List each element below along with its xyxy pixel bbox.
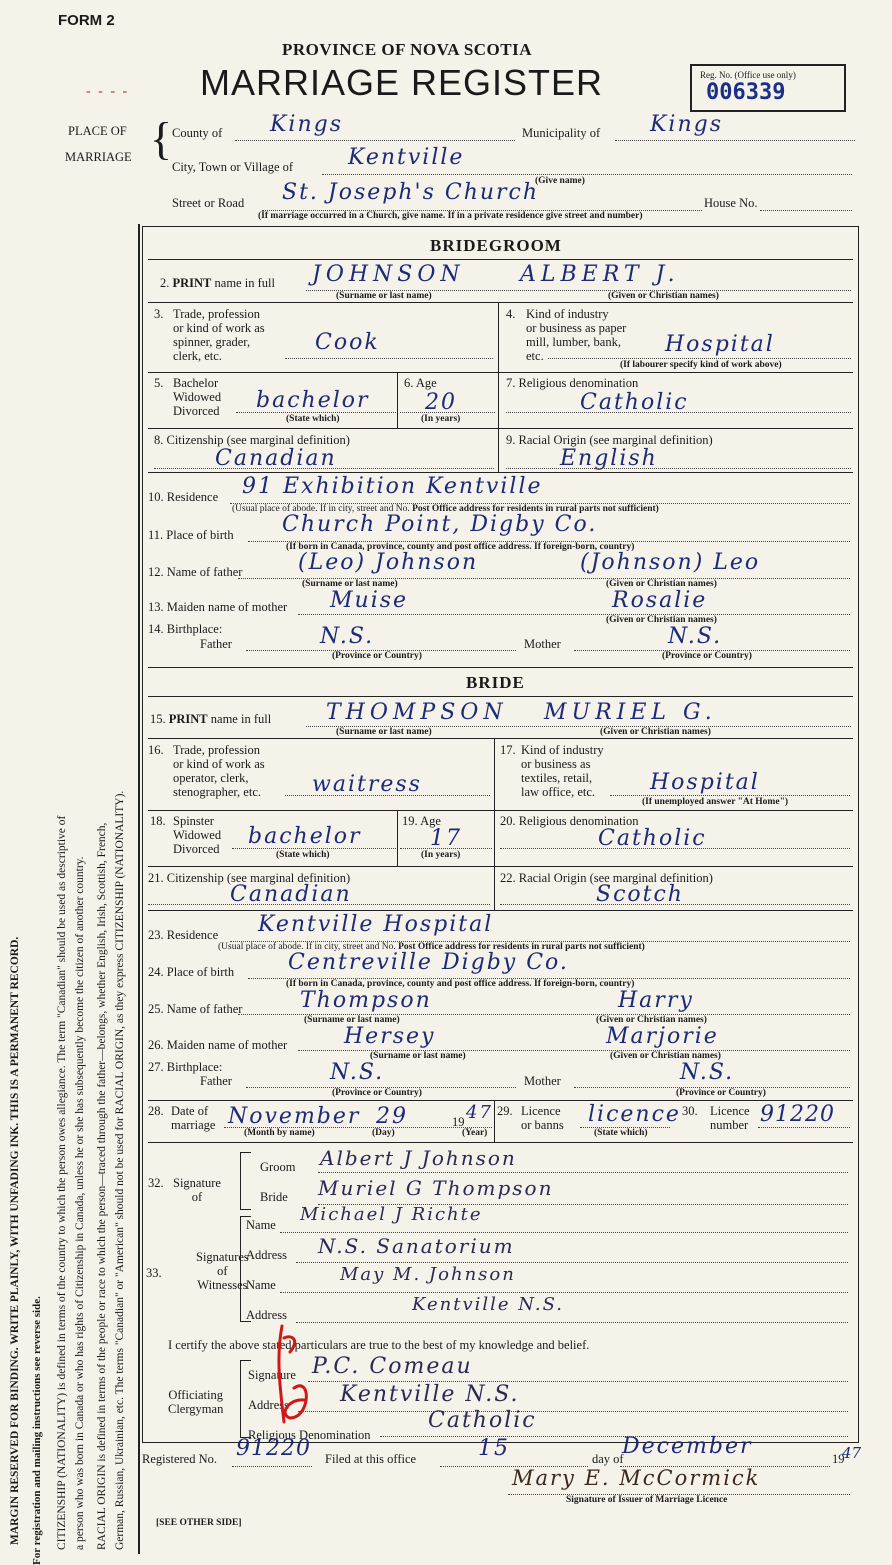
rule <box>400 848 492 849</box>
rule <box>494 738 495 810</box>
bride-header: BRIDE <box>466 673 525 692</box>
bride-mother-surname: Hersey <box>344 1024 436 1049</box>
rule <box>548 358 851 359</box>
bride-age-sub: (In years) <box>421 850 461 860</box>
province-title: PROVINCE OF NOVA SCOTIA <box>282 40 533 59</box>
municipality-line <box>615 140 855 141</box>
groom-sig-label: Groom <box>260 1160 296 1174</box>
filed-year: 47 <box>842 1444 862 1462</box>
rule <box>380 1436 848 1437</box>
status-sub: (State which) <box>286 414 340 424</box>
rule <box>236 412 396 413</box>
bride-bp-mother: N.S. <box>680 1060 735 1085</box>
rule <box>498 302 499 372</box>
bride-status: bachelor <box>248 824 362 849</box>
filed-day: 15 <box>478 1436 510 1461</box>
bride-racial-label: 22. Racial Origin (see marginal definition) <box>500 871 713 885</box>
groom-bp-mother: N.S. <box>668 624 723 649</box>
side-note-mailing: For registration and mailing instructions see reverse side. <box>31 1296 43 1565</box>
bride-father-surname-sub: (Surname or last name) <box>304 1015 400 1025</box>
label-15: 15. PRINT name in full <box>150 712 272 726</box>
bride-industry-sub: (If unemployed answer "At Home") <box>642 797 789 807</box>
groom-mother-given: Rosalie <box>612 588 708 613</box>
bride-age: 17 <box>430 826 462 851</box>
red-ink-mark <box>270 1318 320 1430</box>
brace: { <box>150 113 173 164</box>
licence-no-label: Licence number <box>710 1104 750 1132</box>
rule <box>296 1322 848 1323</box>
citizenship-label: 8. Citizenship (see marginal definition) <box>154 433 350 447</box>
racial-label: 9. Racial Origin (see marginal definition) <box>506 433 713 447</box>
w2-name-label: Name <box>246 1278 276 1292</box>
bride-father-surname: Thompson <box>300 988 432 1013</box>
bride-bp-father-label: Father <box>200 1074 232 1088</box>
county-line <box>235 140 515 141</box>
bride-citizenship-label: 21. Citizenship (see marginal definition) <box>148 871 351 885</box>
register-title: MARRIAGE REGISTER <box>200 62 604 103</box>
religion-label: 7. Religious denomination <box>506 376 639 390</box>
red-mark: - - - - <box>86 84 130 99</box>
rule <box>397 810 398 866</box>
birthplace-label: 14. Birthplace: <box>148 622 223 636</box>
rule <box>318 1172 848 1173</box>
rule <box>494 1100 495 1142</box>
bride-religion-label: 20. Religious denomination <box>500 814 639 828</box>
bride-industry-label: Kind of industry or business as textiles, retail, law office, etc. <box>521 743 604 799</box>
clergy-rel-label: Religious Denomination <box>248 1428 371 1442</box>
bride-birth-sub: (If born in Canada, province, county and post office address. If foreign-born, country) <box>286 979 635 989</box>
father-surname-sub: (Surname or last name) <box>302 579 398 589</box>
issuer-signature: Mary E. McCormick <box>512 1466 761 1490</box>
groom-age: 20 <box>425 390 457 415</box>
rule <box>494 810 495 866</box>
mother-label: 13. Maiden name of mother <box>148 600 288 614</box>
rule <box>148 1100 853 1101</box>
rule <box>148 259 853 260</box>
licence-type: licence <box>588 1102 681 1127</box>
label-33: 33. <box>146 1266 162 1280</box>
mother-given-sub: (Given or Christian names) <box>606 615 717 625</box>
bride-signature: Muriel G Thompson <box>318 1176 554 1200</box>
street-value: St. Joseph's Church <box>282 180 540 205</box>
place-label-1: PLACE OF <box>68 124 127 138</box>
rule <box>500 848 850 849</box>
rule <box>148 428 853 429</box>
rule <box>285 795 490 796</box>
groom-citizenship: Canadian <box>215 446 337 471</box>
residence-sub: (Usual place of abode. If in city, street and No. Post Office address for residents in rural parts not sufficient) <box>232 504 659 514</box>
give-name-note: (Give name) <box>535 176 585 186</box>
rule <box>148 738 853 739</box>
birth-label: 11. Place of birth <box>148 528 234 542</box>
groom-birth: Church Point, Digby Co. <box>282 512 598 537</box>
county-label: County of <box>172 126 223 140</box>
label-16: 16. <box>148 743 164 757</box>
w2-name: May M. Johnson <box>340 1264 516 1285</box>
rule <box>280 1292 848 1293</box>
bride-father-label: 25. Name of father <box>148 1002 243 1016</box>
bride-residence: Kentville Hospital <box>258 912 494 937</box>
municipality-value: Kings <box>650 112 724 137</box>
bride-father-given-sub: (Given or Christian names) <box>596 1015 707 1025</box>
year-prefix: 19 <box>452 1115 465 1129</box>
bride-sig-label: Bride <box>260 1190 288 1204</box>
bride-birthplace-label: 27. Birthplace: <box>148 1060 223 1074</box>
day-sub: (Day) <box>372 1128 395 1138</box>
side-note-citizenship-2: a person who was born in Canada or who has rights of Citizenship in Canada, unless he or she has subsequently become the citizen of another country. <box>74 856 86 1550</box>
groom-religion: Catholic <box>580 390 689 415</box>
rule <box>285 358 493 359</box>
clergy-signature: P.C. Comeau <box>312 1354 473 1379</box>
industry-label: Kind of industry or business as paper mill, lumber, bank, etc. <box>526 307 627 363</box>
rule <box>298 614 850 615</box>
bride-mother-label: 26. Maiden name of mother <box>148 1038 288 1052</box>
age-sub: (In years) <box>421 414 461 424</box>
bride-status-label: Spinster Widowed Divorced <box>173 814 222 856</box>
label-32: 32. <box>148 1176 164 1190</box>
clergy-sig-label: Signature <box>248 1368 296 1382</box>
bp-father-label: Father <box>200 637 232 651</box>
bride-residence-label: 23. Residence <box>148 928 219 942</box>
groom-status: bachelor <box>256 388 370 413</box>
signature-of-label: Signature of <box>173 1176 221 1204</box>
groom-bp-father: N.S. <box>320 624 375 649</box>
w1-address: N.S. Sanatorium <box>318 1234 515 1258</box>
clergy-religion: Catholic <box>428 1408 537 1433</box>
groom-residence: 91 Exhibition Kentville <box>242 474 543 499</box>
rule <box>148 1142 853 1143</box>
side-note-permanent: MARGIN RESERVED FOR BINDING. WRITE PLAINLY, WITH UNFADING INK. THIS IS A PERMANENT RECORD. <box>9 936 21 1545</box>
year-sub: (Year) <box>462 1128 488 1138</box>
bride-religion: Catholic <box>598 826 707 851</box>
label-30: 30. <box>682 1104 698 1118</box>
bride-status-sub: (State which) <box>276 850 330 860</box>
rule <box>498 428 499 472</box>
registered-number: 91220 <box>236 1436 311 1461</box>
rule <box>296 1262 848 1263</box>
surname-sub: (Surname or last name) <box>336 291 432 301</box>
officiating-label: Officiating Clergyman <box>168 1388 224 1416</box>
birth-sub: (If born in Canada, province, county and post office address. If foreign-born, country) <box>286 542 635 552</box>
issuer-label: Signature of Issuer of Marriage Licence <box>566 1495 728 1505</box>
bride-residence-sub: (Usual place of abode. If in city, street and No. Post Office address for residents in rural parts not sufficient) <box>218 942 645 952</box>
side-note-racial-1: RACIAL ORIGIN is defined in terms of the people or race to which the person—traced through the father—belongs, whether English, Irish, Scottish, French, <box>96 822 108 1550</box>
rule <box>148 866 853 867</box>
day-of-label: day of <box>592 1452 624 1466</box>
bride-surname-sub: (Surname or last name) <box>336 727 432 737</box>
status-label: Bachelor Widowed Divorced <box>173 376 222 418</box>
label-17: 17. <box>500 743 516 757</box>
bride-surname: THOMPSON <box>326 700 508 725</box>
bride-birth-label: 24. Place of birth <box>148 965 235 979</box>
age-label: 6. Age <box>404 376 437 390</box>
date-label: Date of marriage <box>171 1104 216 1132</box>
house-label: House No. <box>704 196 758 210</box>
groom-given: ALBERT J. <box>520 262 680 287</box>
licence-number: 91220 <box>760 1102 835 1127</box>
reg-number-box <box>690 64 846 112</box>
reg-number: 006339 <box>706 80 786 105</box>
label-29: 29. <box>497 1104 513 1118</box>
clergy-address-label: Address <box>248 1398 289 1412</box>
bp-mother-label: Mother <box>524 637 561 651</box>
place-label-2: MARRIAGE <box>65 150 132 164</box>
label-2: 2. PRINT name in full <box>160 276 275 290</box>
groom-trade: Cook <box>315 330 380 355</box>
label-5: 5. <box>154 376 164 390</box>
bride-mother-given-sub: (Given or Christian names) <box>610 1051 721 1061</box>
groom-surname: JOHNSON <box>312 262 465 287</box>
city-label: City, Town or Village of <box>172 160 294 174</box>
bride-bp-father-sub: (Province or Country) <box>332 1088 422 1098</box>
bride-trade-label: Trade, profession or kind of work as operator, clerk, stenographer, etc. <box>173 743 265 799</box>
rule <box>154 468 494 469</box>
bride-given-sub: (Given or Christian names) <box>600 727 711 737</box>
label-3: 3. <box>154 307 164 321</box>
form-number: FORM 2 <box>58 12 115 29</box>
rule <box>610 795 850 796</box>
rule <box>506 468 851 469</box>
rule <box>494 866 495 910</box>
rule <box>148 472 853 473</box>
groom-father-given: (Johnson) Leo <box>580 550 761 575</box>
residence-label: 10. Residence <box>148 490 219 504</box>
bridegroom-header: BRIDEGROOM <box>430 236 562 255</box>
rule <box>148 696 853 697</box>
bride-industry: Hospital <box>650 770 760 795</box>
rule <box>280 1232 848 1233</box>
reg-number-label: Reg. No. (Office use only) <box>700 70 796 80</box>
bracket <box>240 1152 251 1210</box>
rule <box>232 848 396 849</box>
bp-father-sub: (Province or Country) <box>332 651 422 661</box>
label-28: 28. <box>148 1104 164 1118</box>
street-note: (If marriage occurred in a Church, give name. If in a private residence give street and number) <box>258 211 643 221</box>
w1-name: Michael J Richte <box>300 1204 483 1225</box>
groom-father-surname: (Leo) Johnson <box>298 550 479 575</box>
filed-label: Filed at this office <box>325 1452 417 1466</box>
certify-text: I certify the above stated particulars are true to the best of my knowledge and belief. <box>168 1338 590 1352</box>
municipality-label: Municipality of <box>522 126 601 140</box>
city-value: Kentville <box>348 145 465 170</box>
bride-citizenship: Canadian <box>230 882 352 907</box>
w2-address-label: Address <box>246 1308 287 1322</box>
father-label: 12. Name of father <box>148 565 243 579</box>
clergy-address: Kentville N.S. <box>340 1382 520 1407</box>
rule <box>498 372 499 428</box>
trade-label: Trade, profession or kind of work as spinner, grader, clerk, etc. <box>173 307 265 363</box>
rule <box>148 667 853 668</box>
rule <box>500 904 850 905</box>
bride-given: MURIEL G. <box>544 700 717 725</box>
label-4: 4. <box>506 307 516 321</box>
given-sub: (Given or Christian names) <box>608 291 719 301</box>
bride-trade: waitress <box>312 772 422 797</box>
rule <box>758 1127 850 1128</box>
marriage-month: November <box>228 1104 361 1129</box>
month-sub: (Month by name) <box>244 1128 315 1138</box>
marriage-day: 29 <box>376 1104 408 1129</box>
side-note-citizenship-1: CITIZENSHIP (NATIONALITY) is defined in terms of the country to which the person owes allegiance. The term "Canadian" should be used as descriptive of <box>56 815 68 1550</box>
bride-bp-mother-sub: (Province or Country) <box>676 1088 766 1098</box>
margin-rule <box>138 224 140 1554</box>
groom-signature: Albert J Johnson <box>320 1146 517 1170</box>
house-line <box>760 210 852 211</box>
rule <box>298 1411 848 1412</box>
rule <box>400 412 495 413</box>
marriage-year: 47 <box>466 1102 493 1123</box>
bp-mother-sub: (Province or Country) <box>662 651 752 661</box>
rule <box>397 372 398 428</box>
rule <box>506 412 851 413</box>
groom-mother-surname: Muise <box>330 588 409 613</box>
rule <box>148 904 490 905</box>
filed-year-prefix: 19 <box>832 1452 845 1466</box>
rule <box>232 1466 312 1467</box>
registered-label: Registered No. <box>142 1452 217 1466</box>
see-other-side: [SEE OTHER SIDE] <box>156 1518 242 1528</box>
bride-bp-mother-label: Mother <box>524 1074 561 1088</box>
w1-name-label: Name <box>246 1218 276 1232</box>
side-note-racial-2: German, Russian, Ukrainian, etc. The terms "Canadian" or "American" should not be used for RACIAL ORIGIN, as they express CITIZENSHIP (NATIONALITY). <box>114 790 126 1550</box>
rule <box>148 302 853 303</box>
rule <box>148 372 853 373</box>
licence-sub: (State which) <box>594 1128 648 1138</box>
rule <box>148 910 853 911</box>
bride-age-label: 19. Age <box>402 814 441 828</box>
filed-month: December <box>622 1434 753 1459</box>
rule <box>148 810 853 811</box>
bride-mother-surname-sub: (Surname or last name) <box>370 1051 466 1061</box>
bride-bp-father: N.S. <box>330 1060 385 1085</box>
bride-mother-given: Marjorie <box>606 1024 719 1049</box>
bride-birth: Centreville Digby Co. <box>288 950 569 975</box>
father-given-sub: (Given or Christian names) <box>606 579 717 589</box>
county-value: Kings <box>270 112 344 137</box>
w1-address-label: Address <box>246 1248 287 1262</box>
industry-sub: (If labourer specify kind of work above) <box>620 360 782 370</box>
label-18: 18. <box>150 814 166 828</box>
bride-father-given: Harry <box>618 988 694 1013</box>
groom-racial: English <box>560 446 658 471</box>
street-label: Street or Road <box>172 196 245 210</box>
groom-industry: Hospital <box>665 332 775 357</box>
bride-racial: Scotch <box>596 882 684 907</box>
witnesses-label: Signatures of Witnesses <box>196 1250 249 1292</box>
city-line <box>322 174 852 175</box>
licence-label: Licence or banns <box>521 1104 564 1132</box>
w2-address: Kentville N.S. <box>412 1294 564 1315</box>
